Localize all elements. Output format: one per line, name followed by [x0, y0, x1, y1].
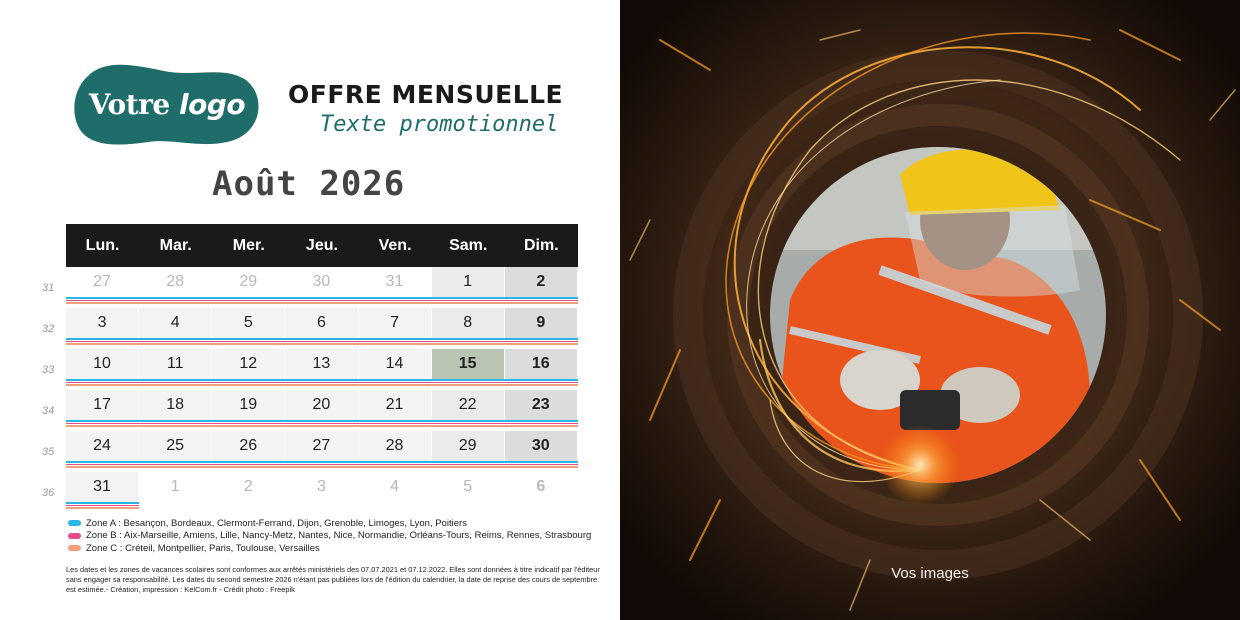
- logo-word-2: logo: [178, 88, 246, 121]
- holiday-day-cell: 15: [432, 349, 505, 379]
- photo-panel: [620, 0, 1240, 620]
- holiday-stripes: [66, 338, 578, 346]
- day-cell: 22: [432, 390, 505, 420]
- day-cell: 1: [432, 267, 505, 297]
- holiday-stripes: [66, 461, 578, 469]
- offer-subtitle: Texte promotionnel: [320, 112, 559, 137]
- weekday-wed: Mer.: [232, 237, 265, 254]
- weekday-tue: Mar.: [159, 237, 192, 254]
- day-cell: 7: [359, 308, 432, 338]
- day-cell: 14: [359, 349, 432, 379]
- zone-a-label: Zone A : Besançon, Bordeaux, Clermont-Ferrand, Dijon, Grenoble, Limoges, Lyon, Poitiers: [86, 517, 467, 529]
- zone-c-label: Zone C : Créteil, Montpellier, Paris, Toulouse, Versailles: [86, 542, 320, 554]
- month-title: Août 2026: [212, 164, 406, 204]
- week-number: 36: [42, 487, 55, 499]
- day-cell: 31: [359, 267, 432, 297]
- zone-c-swatch: [68, 545, 81, 551]
- day-cell: 18: [139, 390, 212, 420]
- weekday-fri: Ven.: [378, 237, 412, 254]
- week-row: [66, 267, 578, 305]
- legend-zone-a: [68, 517, 591, 530]
- weekday-sun: Dim.: [523, 237, 559, 254]
- day-cell: 20: [285, 390, 358, 420]
- day-cell: 24: [66, 431, 139, 461]
- day-cell: 16: [505, 349, 578, 379]
- day-cell: 23: [505, 390, 578, 420]
- day-cell: 10: [66, 349, 139, 379]
- week-row: [66, 308, 578, 346]
- day-cell: 29: [432, 431, 505, 461]
- day-cell: 3: [66, 308, 139, 338]
- day-cell: 30: [505, 431, 578, 461]
- legend-zone-b: [68, 530, 591, 543]
- logo-word-1: Votre: [88, 88, 170, 121]
- zone-b-swatch: [68, 533, 81, 539]
- zones-legend: [68, 517, 591, 555]
- zone-b-label: Zone B : Aix-Marseille, Amiens, Lille, Nancy-Metz, Nantes, Nice, Normandie, Orléans-Tours, Reims, Rennes, Strasbourg: [86, 530, 592, 542]
- week-number: 34: [42, 405, 55, 417]
- week-row: [66, 431, 578, 469]
- day-cell: 2: [505, 267, 578, 297]
- week-number: 31: [42, 282, 55, 294]
- day-cell: 28: [139, 267, 212, 297]
- week-row: [66, 390, 578, 428]
- weekday-thu: Jeu.: [305, 237, 338, 254]
- day-cell: 5: [432, 472, 505, 502]
- offer-title: OFFRE MENSUELLE: [288, 80, 564, 109]
- calendar-grid: [66, 224, 578, 495]
- day-cell: 11: [139, 349, 212, 379]
- day-cell: 29: [212, 267, 285, 297]
- day-cell: 2: [212, 472, 285, 502]
- day-cell: 12: [212, 349, 285, 379]
- day-cell: 6: [505, 472, 578, 502]
- day-cell: 4: [139, 308, 212, 338]
- holiday-stripes: [66, 297, 578, 305]
- holiday-stripes: [66, 502, 139, 510]
- day-cell: 4: [359, 472, 432, 502]
- day-cell: 30: [285, 267, 358, 297]
- weekday-mon: Lun.: [85, 237, 120, 254]
- week-number: 32: [42, 323, 55, 335]
- day-cell: 21: [359, 390, 432, 420]
- day-cell: 9: [505, 308, 578, 338]
- logo: [74, 60, 260, 148]
- legend-zone-c: [68, 542, 591, 555]
- day-cell: 28: [359, 431, 432, 461]
- week-number: 35: [42, 446, 55, 458]
- holiday-stripes: [66, 420, 578, 428]
- day-cell: 17: [66, 390, 139, 420]
- day-cell: 13: [285, 349, 358, 379]
- holiday-stripes: [66, 379, 578, 387]
- weekday-sat: Sam.: [449, 237, 488, 254]
- day-cell: 26: [212, 431, 285, 461]
- day-cell: 25: [139, 431, 212, 461]
- welder-photo-illustration: [620, 0, 1240, 620]
- day-cell: 27: [285, 431, 358, 461]
- day-cell: 3: [285, 472, 358, 502]
- zone-a-swatch: [68, 520, 81, 526]
- day-cell: 1: [139, 472, 212, 502]
- day-cell: 8: [432, 308, 505, 338]
- week-row: [66, 472, 578, 510]
- logo-text: [74, 88, 260, 121]
- weekday-header: [66, 224, 578, 267]
- day-cell: 6: [285, 308, 358, 338]
- day-cell: 19: [212, 390, 285, 420]
- day-cell: 31: [66, 472, 139, 502]
- day-cell: 5: [212, 308, 285, 338]
- week-row: [66, 349, 578, 387]
- image-caption: Vos images: [891, 565, 969, 582]
- day-cell: 27: [66, 267, 139, 297]
- disclaimer-text: Les dates et les zones de vacances scolaires sont conformes aux arrêtés ministériels des 07.07.2021 et 07.12.2022. Elles sont données à titre indicatif par l'éditeur sans engager sa responsabilité. Les dates du second semestre 2026 n'étant pas publiées lors de l'édition du calendrier, la date de reprise des cours de septembre est estimée.- Création, impression : KelCom.fr - Crédit photo : Freepik: [66, 565, 600, 594]
- week-number: 33: [42, 364, 55, 376]
